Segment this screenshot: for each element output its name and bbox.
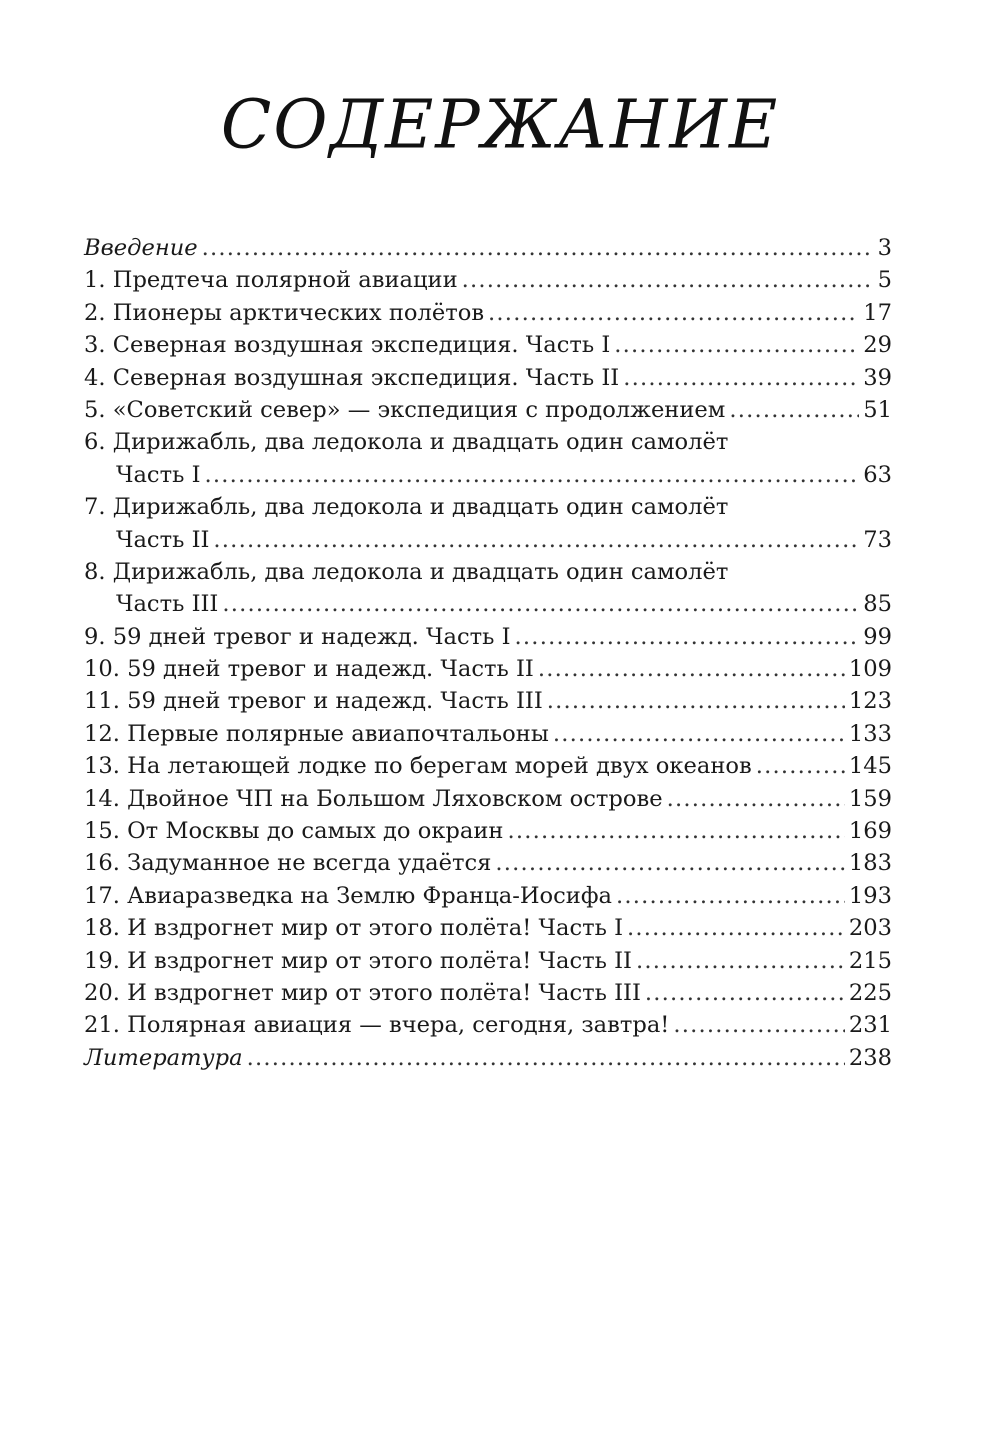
toc-entry	[84, 556, 892, 621]
leader-dots	[547, 685, 845, 717]
toc-page-number: 231	[848, 1012, 892, 1039]
toc-entry-title: 8. Дирижабль, два ледокола и двадцать один самолёт	[84, 558, 729, 585]
leader-dots	[623, 362, 859, 394]
toc-entry-line	[84, 750, 892, 782]
toc-entry	[84, 945, 892, 977]
toc-entry-line	[84, 621, 892, 653]
toc-page-number: 203	[848, 915, 892, 942]
page-title: СОДЕРЖАНИЕ	[220, 85, 780, 164]
leader-dots	[488, 297, 859, 329]
toc-entry-title: 4. Северная воздушная экспедиция. Часть II	[84, 364, 620, 391]
toc-entry-title: 3. Северная воздушная экспедиция. Часть I	[84, 332, 611, 359]
toc-page-number: 109	[848, 656, 892, 683]
toc-page-number: 183	[848, 850, 892, 877]
toc-entry	[84, 847, 892, 879]
toc-entry-line	[84, 588, 892, 620]
toc-page-number: 63	[863, 461, 892, 488]
toc-entry	[84, 1042, 892, 1074]
toc-entry	[84, 912, 892, 944]
toc-entry-line	[84, 1042, 892, 1074]
toc-entry-line	[84, 880, 892, 912]
toc-entry	[84, 394, 892, 426]
leader-dots	[673, 1009, 845, 1041]
toc-page-number: 225	[848, 979, 892, 1006]
leader-dots	[667, 783, 845, 815]
toc-entry-title: 5. «Советский север» — экспедиция с продолжением	[84, 396, 726, 423]
toc-entry-title: 21. Полярная авиация — вчера, сегодня, завтра!	[84, 1012, 670, 1039]
leader-dots	[616, 880, 845, 912]
toc-entry	[84, 491, 892, 556]
leader-dots	[756, 750, 845, 782]
toc-page-number: 99	[863, 623, 892, 650]
toc-entry	[84, 426, 892, 491]
toc-entry-title: 17. Авиаразведка на Землю Франца-Иосифа	[84, 882, 612, 909]
toc-entry-line	[84, 394, 892, 426]
toc-entry-title: 19. И вздрогнет мир от этого полёта! Часть II	[84, 947, 632, 974]
toc-page-number: 169	[848, 818, 892, 845]
toc-entry-line	[84, 685, 892, 717]
toc-entry-subtitle: Часть II	[116, 526, 210, 553]
toc-page-number: 5	[877, 267, 892, 294]
toc-entry	[84, 880, 892, 912]
toc-entry-title: 12. Первые полярные авиапочтальоны	[84, 720, 549, 747]
toc-entry-title: Введение	[84, 235, 198, 261]
toc-entry-title: 18. И вздрогнет мир от этого полёта! Часть I	[84, 915, 624, 942]
leader-dots	[627, 912, 845, 944]
leader-dots	[515, 621, 860, 653]
toc-page-number: 215	[848, 947, 892, 974]
toc-entry-line	[84, 718, 892, 750]
toc-entry-title-line	[84, 491, 892, 523]
toc-entry-line	[84, 362, 892, 394]
toc-entry	[84, 685, 892, 717]
leader-dots	[202, 232, 874, 264]
leader-dots	[614, 329, 859, 361]
toc-entry	[84, 977, 892, 1009]
toc-entry-line	[84, 264, 892, 296]
toc-entry-line	[84, 847, 892, 879]
leader-dots	[508, 815, 845, 847]
toc-entry-title: 11. 59 дней тревог и надежд. Часть III	[84, 688, 543, 715]
toc-entry-title: 16. Задуманное не всегда удаётся	[84, 850, 492, 877]
leader-dots	[462, 264, 874, 296]
toc-entry-line	[84, 977, 892, 1009]
toc-entry-line	[84, 945, 892, 977]
toc-entry-subtitle: Часть I	[116, 461, 201, 488]
toc-entry	[84, 750, 892, 782]
toc-entry-title: 9. 59 дней тревог и надежд. Часть I	[84, 623, 511, 650]
toc-page-number: 73	[863, 526, 892, 553]
leader-dots	[538, 653, 845, 685]
toc-entry-title: 14. Двойное ЧП на Большом Ляховском острове	[84, 785, 663, 812]
leader-dots	[222, 588, 859, 620]
leader-dots	[645, 977, 845, 1009]
leader-dots	[553, 718, 845, 750]
table-of-contents	[84, 232, 892, 1074]
toc-page-number: 85	[863, 591, 892, 618]
toc-entry-title: 1. Предтеча полярной авиации	[84, 267, 458, 294]
leader-dots	[495, 847, 844, 879]
toc-entry	[84, 297, 892, 329]
toc-page-number: 145	[848, 753, 892, 780]
toc-page-number: 29	[863, 332, 892, 359]
toc-page-number: 238	[848, 1044, 892, 1071]
toc-entry	[84, 264, 892, 296]
toc-entry	[84, 718, 892, 750]
toc-entry-line	[84, 297, 892, 329]
toc-entry-title: Литература	[84, 1044, 243, 1071]
toc-entry	[84, 653, 892, 685]
toc-page-number: 133	[848, 720, 892, 747]
toc-entry-line	[84, 232, 892, 264]
toc-entry	[84, 362, 892, 394]
toc-entry-title-line	[84, 556, 892, 588]
toc-entry-line	[84, 1009, 892, 1041]
toc-entry-line	[84, 912, 892, 944]
toc-page-number: 17	[863, 299, 892, 326]
leader-dots	[636, 945, 845, 977]
leader-dots	[205, 459, 860, 491]
toc-page-number: 159	[848, 785, 892, 812]
toc-entry-subtitle: Часть III	[116, 591, 219, 618]
toc-entry-line	[84, 653, 892, 685]
toc-page-number: 39	[863, 364, 892, 391]
leader-dots	[247, 1042, 845, 1074]
toc-entry	[84, 815, 892, 847]
toc-entry-title: 2. Пионеры арктических полётов	[84, 299, 485, 326]
toc-entry	[84, 329, 892, 361]
toc-entry-line	[84, 329, 892, 361]
toc-entry-title: 10. 59 дней тревог и надежд. Часть II	[84, 656, 534, 683]
toc-entry-title: 20. И вздрогнет мир от этого полёта! Часть III	[84, 979, 641, 1006]
toc-entry-line	[84, 524, 892, 556]
toc-entry-title-line	[84, 426, 892, 458]
toc-page-number: 3	[877, 235, 892, 261]
toc-entry	[84, 783, 892, 815]
toc-entry	[84, 621, 892, 653]
toc-page-number: 193	[848, 882, 892, 909]
toc-entry	[84, 232, 892, 264]
toc-entry-line	[84, 783, 892, 815]
toc-page-number: 51	[863, 396, 892, 423]
toc-entry-title: 13. На летающей лодке по берегам морей двух океанов	[84, 753, 752, 780]
toc-entry-title: 6. Дирижабль, два ледокола и двадцать один самолёт	[84, 429, 729, 456]
leader-dots	[729, 394, 859, 426]
toc-entry-line	[84, 459, 892, 491]
toc-entry-title: 7. Дирижабль, два ледокола и двадцать один самолёт	[84, 494, 729, 521]
toc-page-number: 123	[848, 688, 892, 715]
toc-entry-line	[84, 815, 892, 847]
leader-dots	[213, 524, 859, 556]
toc-entry	[84, 1009, 892, 1041]
toc-entry-title: 15. От Москвы до самых до окраин	[84, 818, 504, 845]
